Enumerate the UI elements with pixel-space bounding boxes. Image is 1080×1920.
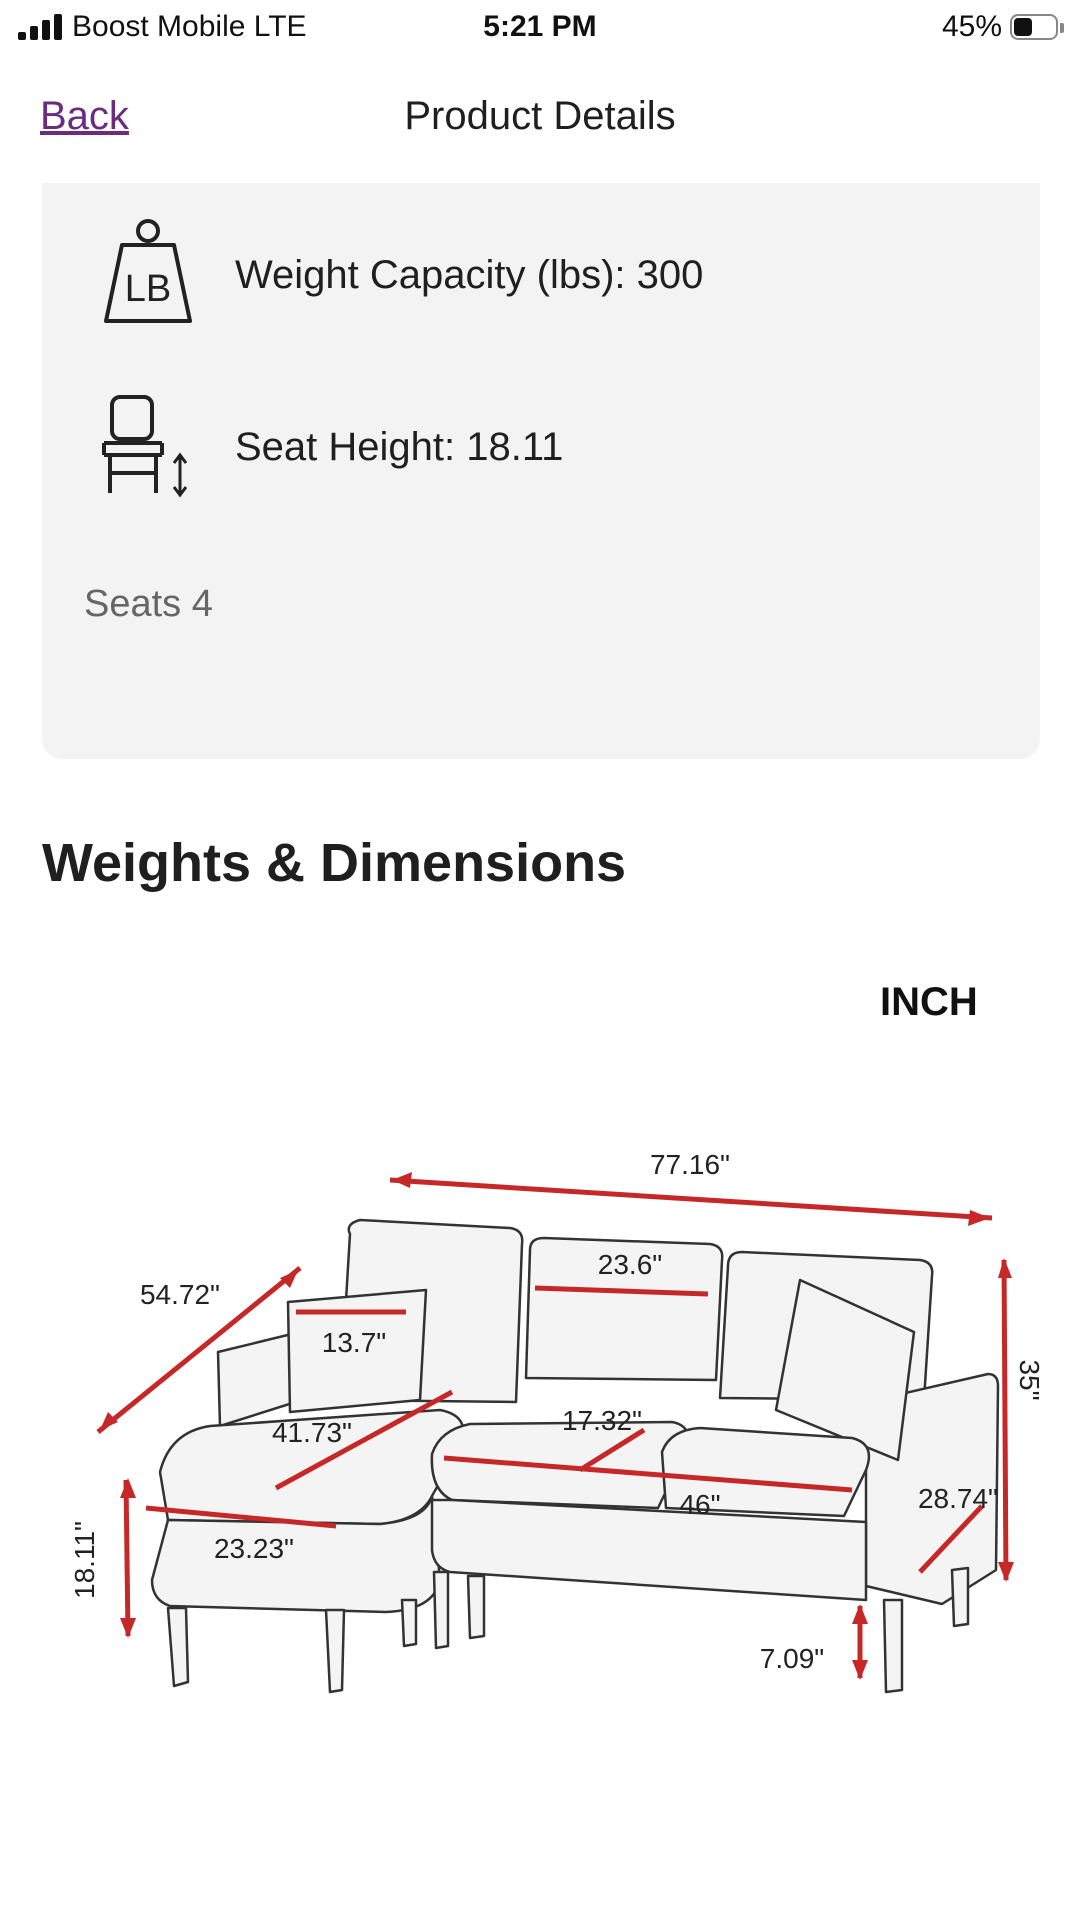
- product-specs-card: [42, 183, 1040, 759]
- weight-capacity-text: Weight Capacity (lbs): 300: [235, 253, 704, 297]
- dimension-label-arm-depth: 28.74": [917, 1483, 999, 1514]
- carrier-label: Boost Mobile LTE: [72, 10, 307, 43]
- dimension-label-seat-height: 18.11": [69, 1521, 100, 1599]
- dimension-label-total-width: 77.16": [649, 1149, 731, 1180]
- status-bar: [0, 0, 1080, 56]
- dimension-label-ottoman-width: 23.23": [213, 1533, 295, 1564]
- back-button[interactable]: Back: [40, 94, 129, 138]
- dimension-label-chaise-length: 41.73": [271, 1417, 353, 1448]
- seat-height-text: Seat Height: 18.11: [235, 425, 564, 469]
- dimension-label-depth: 54.72": [139, 1279, 221, 1310]
- dimension-label-height: 35": [1014, 1359, 1045, 1401]
- dimension-label-back-cushion: 23.6": [597, 1249, 663, 1280]
- navigation-bar: [0, 80, 1080, 160]
- sofa-dimension-diagram: [40, 960, 1050, 1720]
- battery-icon: [1010, 14, 1064, 40]
- unit-label: INCH: [880, 980, 978, 1024]
- section-heading: Weights & Dimensions: [42, 833, 627, 893]
- dimension-label-seat-depth: 17.32": [561, 1405, 643, 1436]
- status-time: 5:21 PM: [483, 10, 597, 43]
- sofa-sketch: [40, 960, 1050, 1720]
- seats-count: Seats 4: [84, 583, 213, 625]
- page-title: Product Details: [404, 94, 676, 138]
- chair-height-icon: [92, 383, 202, 503]
- dimension-label-pillow: 13.7": [321, 1327, 387, 1358]
- weight-icon-label: LB: [124, 268, 172, 310]
- weight-capacity-row: [42, 211, 1040, 331]
- seat-height-row: [42, 383, 1040, 503]
- dimension-label-leg-height: 7.09": [759, 1643, 825, 1674]
- dimension-label-seat-width: 46": [679, 1489, 721, 1520]
- weight-icon: [92, 211, 202, 331]
- battery-percent: 45%: [941, 10, 1002, 43]
